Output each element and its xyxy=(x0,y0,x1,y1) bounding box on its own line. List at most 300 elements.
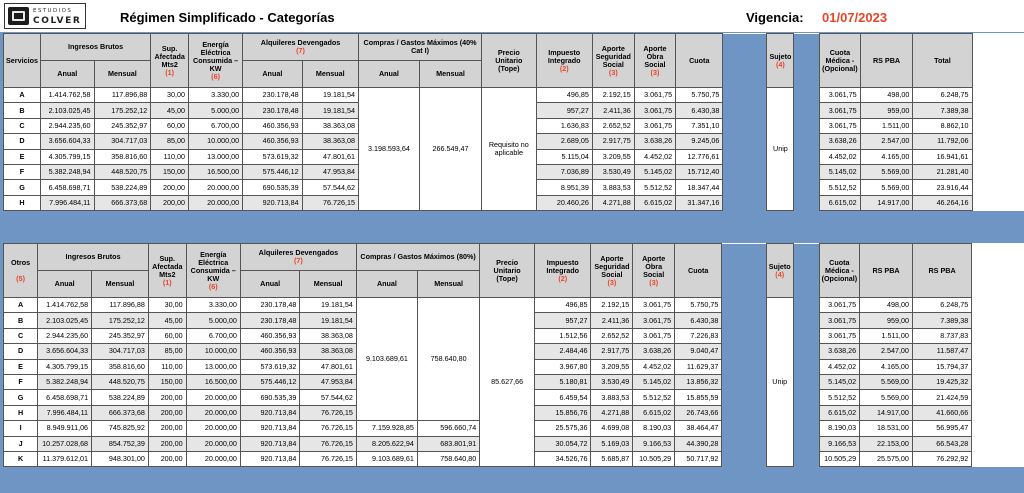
impuesto-cell: 34.526,76 xyxy=(534,451,591,466)
total-cell: 15.794,37 xyxy=(912,359,971,374)
ingresos-mensual-cell: 304.717,03 xyxy=(94,134,151,149)
alquiler-mensual-cell: 47.953,84 xyxy=(300,374,357,389)
alquileres-anual-header xyxy=(240,271,300,298)
alquiler-anual-cell: 920.713,84 xyxy=(240,421,300,436)
sup-cell: 60,00 xyxy=(151,118,189,133)
seguridad-cell: 2.192,15 xyxy=(592,88,634,103)
energia-cell: 13.000,00 xyxy=(189,149,243,164)
ingresos-mensual-cell: 117.896,88 xyxy=(94,88,151,103)
ingresos-anual-cell: 5.382.248,94 xyxy=(38,374,92,389)
total-cell: 7.389,38 xyxy=(913,103,972,118)
alquiler-anual-cell: 920.713,84 xyxy=(243,195,302,210)
alquiler-anual-cell: 230.178,48 xyxy=(240,313,300,328)
ingresos-brutos-header-text: Ingresos Brutos xyxy=(65,252,121,261)
imp-note: (2) xyxy=(558,273,568,283)
cuota-medica-cell: 3.061,75 xyxy=(820,103,861,118)
impuesto-cell: 1.512,56 xyxy=(534,328,591,343)
obra-social-cell: 3.061,75 xyxy=(634,88,675,103)
aporte-obra-social-header-text: Aporte Obra Social xyxy=(642,253,666,279)
energia-cell: 10.000,00 xyxy=(186,344,240,359)
rs-pba-cell: 4.165,00 xyxy=(860,359,913,374)
rs-pba-cell: 14.917,00 xyxy=(860,405,913,420)
total-cell: 23.916,44 xyxy=(913,180,972,195)
impuesto-integrado-header xyxy=(534,244,591,298)
impuesto-cell: 5.180,81 xyxy=(534,374,591,389)
impuesto-integrado-header xyxy=(536,34,592,88)
alq-note: (7) xyxy=(296,46,305,55)
cuota-cell: 5.750,75 xyxy=(676,88,723,103)
cuota-header xyxy=(675,244,722,298)
rs-pba-cell: 14.917,00 xyxy=(860,195,913,210)
otros-header-text: Otros xyxy=(10,257,31,267)
energia-cell: 20.000,00 xyxy=(186,436,240,451)
alquiler-anual-cell: 573.619,32 xyxy=(243,149,302,164)
aporte-seguridad-header-text: Aporte Seguridad Social xyxy=(594,253,630,279)
seguridad-cell: 3.883,53 xyxy=(591,390,633,405)
alquiler-anual-cell: 460.356,93 xyxy=(240,328,300,343)
compras-mensual-cell: 758.640,80 xyxy=(417,451,479,466)
cuota-medica-header-text: Cuota Médica - (Opcional) xyxy=(821,257,858,283)
rs-pba-header-2-text: RS PBA xyxy=(928,265,956,275)
cuota-cell: 12.776,61 xyxy=(676,149,723,164)
rs-pba-cell: 5.569,00 xyxy=(860,374,913,389)
column-gap xyxy=(794,34,820,88)
alquiler-anual-cell: 230.178,48 xyxy=(243,88,302,103)
seg-note: (3) xyxy=(607,277,617,287)
precio-unitario-merged: Requisito no aplicable xyxy=(482,88,536,211)
obra-social-cell: 3.061,75 xyxy=(633,328,675,343)
obra-social-cell: 9.166,53 xyxy=(633,436,675,451)
aporte-obra-social-header xyxy=(634,34,675,88)
categoria-cell: B xyxy=(4,313,38,328)
rs-pba-cell: 1.511,00 xyxy=(860,118,913,133)
ingresos-anual-header-text: Anual xyxy=(54,279,75,288)
ingresos-mensual-header-text: Mensual xyxy=(108,69,137,78)
categoria-cell: B xyxy=(4,103,41,118)
energia-cell: 6.700,00 xyxy=(189,118,243,133)
sup-cell: 45,00 xyxy=(148,313,186,328)
sup-cell: 45,00 xyxy=(151,103,189,118)
ingresos-mensual-cell: 538.224,89 xyxy=(94,180,151,195)
rs-pba-cell: 25.575,00 xyxy=(860,451,913,466)
alquileres-header-text: Alquileres Devengados xyxy=(258,248,339,257)
ingresos-mensual-cell: 245.352,97 xyxy=(94,118,151,133)
energia-cell: 16.500,00 xyxy=(189,164,243,179)
sup-note: (1) xyxy=(165,67,175,77)
impuesto-cell: 7.036,89 xyxy=(536,164,592,179)
rs-pba-cell: 959,00 xyxy=(860,313,913,328)
cuota-medica-header-text: Cuota Médica - (Opcional) xyxy=(822,47,858,73)
ingresos-mensual-cell: 538.224,89 xyxy=(92,390,149,405)
obra-social-cell: 5.512,52 xyxy=(634,180,675,195)
cuota-cell: 11.629,37 xyxy=(675,359,722,374)
obra-social-cell: 3.061,75 xyxy=(634,103,675,118)
impuesto-cell: 2.484,46 xyxy=(534,344,591,359)
compras-header-text: Compras / Gastos Máximos (80%) xyxy=(360,252,476,261)
cuota-header-text: Cuota xyxy=(688,265,709,275)
impuesto-cell: 496,85 xyxy=(534,298,591,313)
alquiler-mensual-cell: 47.801,61 xyxy=(300,359,357,374)
total-cell: 7.389,38 xyxy=(912,313,971,328)
vigencia-date: 01/07/2023 xyxy=(822,10,888,25)
sujeto-header-text: Sujeto xyxy=(769,51,792,61)
seguridad-cell: 2.917,75 xyxy=(592,134,634,149)
cuota-cell: 9.040,47 xyxy=(675,344,722,359)
alquiler-anual-cell: 575.446,12 xyxy=(243,164,302,179)
ingresos-anual-cell: 6.458.698,71 xyxy=(38,390,92,405)
ingresos-mensual-cell: 666.373,68 xyxy=(92,405,149,420)
alquileres-mensual-header xyxy=(302,61,358,88)
ingresos-anual-cell: 11.379.612,01 xyxy=(38,451,92,466)
sujeto-note: (4) xyxy=(776,59,785,69)
energia-header-text: Energía Eléctrica Consumida – KW xyxy=(193,39,239,73)
rs-pba-cell: 22.153,00 xyxy=(860,436,913,451)
ingresos-mensual-cell: 854.752,39 xyxy=(92,436,149,451)
cuota-medica-header xyxy=(820,34,861,88)
sup-cell: 200,00 xyxy=(148,421,186,436)
column-gap xyxy=(722,298,766,467)
ingresos-anual-header xyxy=(40,61,94,88)
impuesto-cell: 6.459,54 xyxy=(534,390,591,405)
cuota-header xyxy=(676,34,723,88)
compras-mensual-header xyxy=(417,271,479,298)
rs-pba-cell: 5.569,00 xyxy=(860,180,913,195)
ingresos-anual-cell: 2.103.025,45 xyxy=(38,313,92,328)
seguridad-cell: 5.685,87 xyxy=(591,451,633,466)
obra-social-cell: 5.512,52 xyxy=(633,390,675,405)
seguridad-cell: 2.652,52 xyxy=(592,118,634,133)
alquiler-anual-cell: 920.713,84 xyxy=(240,436,300,451)
compras-anual-merged: 3.198.593,64 xyxy=(358,88,419,211)
column-gap xyxy=(723,34,767,88)
vigencia-label: Vigencia: xyxy=(746,10,804,25)
alquiler-mensual-cell: 38.363,08 xyxy=(300,344,357,359)
sujeto-note: (4) xyxy=(775,269,785,279)
impuesto-cell: 496,85 xyxy=(536,88,592,103)
cuota-cell: 31.347,16 xyxy=(676,195,723,210)
categoria-cell: H xyxy=(4,195,41,210)
cuota-cell: 15.855,59 xyxy=(675,390,722,405)
rs-pba-cell: 4.165,00 xyxy=(860,149,913,164)
otros-note: (5) xyxy=(16,273,25,283)
alquileres-anual-header-text: Anual xyxy=(262,69,283,78)
alquileres-header xyxy=(243,34,359,61)
seguridad-cell: 3.883,53 xyxy=(592,180,634,195)
alquiler-anual-cell: 575.446,12 xyxy=(240,374,300,389)
obra-social-cell: 6.615,02 xyxy=(633,405,675,420)
impuesto-integrado-header-text: Impuesto Integrado xyxy=(547,47,581,65)
rs-pba-header-text: RS PBA xyxy=(872,55,901,65)
column-gap xyxy=(723,88,767,211)
servicios-header xyxy=(4,34,41,88)
precio-unitario-header xyxy=(482,34,536,88)
alquiler-anual-cell: 230.178,48 xyxy=(243,103,302,118)
sup-afectada-header xyxy=(151,34,189,88)
compras-mensual-header xyxy=(419,61,481,88)
impuesto-cell: 30.054,72 xyxy=(534,436,591,451)
categoria-cell: C xyxy=(4,328,38,343)
rs-pba-cell: 2.547,00 xyxy=(860,344,913,359)
categoria-cell: A xyxy=(4,88,41,103)
cuota-cell: 9.245,06 xyxy=(676,134,723,149)
cuota-medica-cell: 9.166,53 xyxy=(819,436,860,451)
precio-unitario-merged: 85.627,66 xyxy=(480,298,535,467)
ingresos-brutos-header-text: Ingresos Brutos xyxy=(68,42,124,51)
impuesto-cell: 20.460,26 xyxy=(536,195,592,210)
sup-cell: 150,00 xyxy=(151,164,189,179)
ingresos-anual-cell: 3.656.604,33 xyxy=(38,344,92,359)
alquiler-anual-cell: 230.178,48 xyxy=(240,298,300,313)
precio-unitario-header xyxy=(480,244,535,298)
sup-cell: 200,00 xyxy=(148,405,186,420)
alquiler-anual-cell: 573.619,32 xyxy=(240,359,300,374)
total-cell: 76.292,92 xyxy=(912,451,971,466)
seguridad-cell: 2.411,36 xyxy=(591,313,633,328)
alquiler-mensual-cell: 19.181,54 xyxy=(302,103,358,118)
ingresos-mensual-header xyxy=(92,271,149,298)
sup-cell: 200,00 xyxy=(148,436,186,451)
energia-header xyxy=(186,244,240,298)
ingresos-mensual-cell: 175.252,12 xyxy=(94,103,151,118)
ingresos-mensual-cell: 358.816,60 xyxy=(94,149,151,164)
cuota-medica-cell: 5.512,52 xyxy=(820,180,861,195)
obra-social-cell: 5.145,02 xyxy=(633,374,675,389)
obra-social-cell: 8.190,03 xyxy=(633,421,675,436)
column-gap xyxy=(793,298,819,467)
categoria-cell: H xyxy=(4,405,38,420)
total-cell: 16.941,61 xyxy=(913,149,972,164)
rs-pba-header xyxy=(860,244,913,298)
alquiler-mensual-cell: 76.726,15 xyxy=(300,436,357,451)
categoria-cell: F xyxy=(4,374,38,389)
alquileres-anual-header-text: Anual xyxy=(260,279,281,288)
cuota-cell: 13.856,32 xyxy=(675,374,722,389)
seguridad-cell: 3.530,49 xyxy=(591,374,633,389)
impuesto-integrado-header-text: Impuesto Integrado xyxy=(546,257,580,275)
compras-anual-header xyxy=(358,61,419,88)
seguridad-cell: 3.530,49 xyxy=(592,164,634,179)
obra-note: (3) xyxy=(649,277,659,287)
cuota-medica-cell: 10.505,29 xyxy=(819,451,860,466)
energia-note: (6) xyxy=(211,71,220,81)
obra-social-cell: 3.638,26 xyxy=(634,134,675,149)
cuota-medica-cell: 4.452,02 xyxy=(820,149,861,164)
ingresos-mensual-cell: 448.520,75 xyxy=(92,374,149,389)
ingresos-anual-cell: 1.414.762,58 xyxy=(38,298,92,313)
rs-pba-header xyxy=(860,34,913,88)
energia-cell: 20.000,00 xyxy=(189,195,243,210)
compras-mensual-cell: 596.660,74 xyxy=(417,421,479,436)
seguridad-cell: 2.652,52 xyxy=(591,328,633,343)
ingresos-mensual-cell: 666.373,68 xyxy=(94,195,151,210)
sup-cell: 110,00 xyxy=(148,359,186,374)
cuota-medica-cell: 3.061,75 xyxy=(819,313,860,328)
sujeto-header xyxy=(766,244,793,298)
sup-cell: 150,00 xyxy=(148,374,186,389)
alq-note: (7) xyxy=(293,256,303,265)
logo-text-bottom: COLVER xyxy=(33,16,82,26)
energia-cell: 20.000,00 xyxy=(186,390,240,405)
cuota-medica-cell: 3.061,75 xyxy=(819,328,860,343)
alquiler-mensual-cell: 38.363,08 xyxy=(302,134,358,149)
impuesto-cell: 3.967,80 xyxy=(534,359,591,374)
aporte-seguridad-header xyxy=(591,244,633,298)
energia-cell: 6.700,00 xyxy=(186,328,240,343)
sup-cell: 200,00 xyxy=(151,195,189,210)
obra-social-cell: 3.638,26 xyxy=(633,344,675,359)
column-gap xyxy=(793,244,819,298)
alquiler-mensual-cell: 76.726,15 xyxy=(300,421,357,436)
total-header-text: Total xyxy=(934,55,951,65)
header xyxy=(0,0,1024,32)
alquiler-mensual-cell: 47.801,61 xyxy=(302,149,358,164)
categoria-cell: D xyxy=(4,134,41,149)
sup-afectada-header-text: Sup. Afectada Mts2 xyxy=(152,253,183,279)
seguridad-cell: 4.699,08 xyxy=(591,421,633,436)
ingresos-mensual-header-text: Mensual xyxy=(105,279,135,288)
table-row xyxy=(4,88,1024,103)
aporte-seguridad-header-text: Aporte Seguridad Social xyxy=(595,43,631,69)
cuota-cell: 18.347,44 xyxy=(676,180,723,195)
servicios-header-text: Servicios xyxy=(6,55,38,65)
rs-pba-header-text: RS PBA xyxy=(872,265,900,275)
sup-afectada-header xyxy=(148,244,186,298)
obra-social-cell: 6.615,02 xyxy=(634,195,675,210)
compras-mensual-merged: 266.549,47 xyxy=(419,88,481,211)
column-gap xyxy=(722,244,766,298)
cuota-cell: 6.430,38 xyxy=(676,103,723,118)
compras-anual-merged: 9.103.689,61 xyxy=(356,298,417,421)
ingresos-mensual-header xyxy=(94,61,151,88)
cuota-medica-cell: 3.061,75 xyxy=(820,118,861,133)
rs-pba-cell: 18.531,00 xyxy=(860,421,913,436)
seguridad-cell: 4.271,88 xyxy=(591,405,633,420)
alquiler-mensual-cell: 38.363,08 xyxy=(300,328,357,343)
cuota-medica-cell: 5.145,02 xyxy=(820,164,861,179)
ingresos-anual-cell: 6.458.698,71 xyxy=(40,180,94,195)
ingresos-anual-cell: 10.257.028,68 xyxy=(38,436,92,451)
categoria-cell: G xyxy=(4,390,38,405)
ingresos-anual-cell: 8.949.911,06 xyxy=(38,421,92,436)
total-cell: 19.425,32 xyxy=(912,374,971,389)
ingresos-anual-header xyxy=(38,271,92,298)
rs-pba-cell: 498,00 xyxy=(860,298,913,313)
servicios-table xyxy=(3,33,1024,211)
compras-header xyxy=(356,244,479,271)
logo-mark-icon xyxy=(8,7,29,25)
energia-header-text: Energía Eléctrica Consumida – KW xyxy=(190,249,236,283)
sup-note: (1) xyxy=(162,277,172,287)
compras-mensual-header-text: Mensual xyxy=(434,279,463,288)
sup-cell: 85,00 xyxy=(151,134,189,149)
cuota-medica-header xyxy=(819,244,860,298)
aporte-obra-social-header-text: Aporte Obra Social xyxy=(643,43,667,69)
seguridad-cell: 2.917,75 xyxy=(591,344,633,359)
alquileres-anual-header xyxy=(243,61,302,88)
cuota-cell: 7.226,83 xyxy=(675,328,722,343)
alquiler-mensual-cell: 76.726,15 xyxy=(300,405,357,420)
cuota-cell: 44.390,28 xyxy=(675,436,722,451)
ingresos-mensual-cell: 745.825,92 xyxy=(92,421,149,436)
rs-pba-cell: 959,00 xyxy=(860,103,913,118)
total-cell: 21.424,59 xyxy=(912,390,971,405)
cuota-cell: 50.717,92 xyxy=(675,451,722,466)
energia-cell: 20.000,00 xyxy=(186,405,240,420)
seg-note: (3) xyxy=(608,67,618,77)
compras-anual-cell: 8.205.622,94 xyxy=(356,436,417,451)
energia-cell: 5.000,00 xyxy=(186,313,240,328)
ingresos-mensual-cell: 245.352,97 xyxy=(92,328,149,343)
rs-pba-cell: 498,00 xyxy=(860,88,913,103)
cuota-medica-cell: 5.512,52 xyxy=(819,390,860,405)
alquileres-header-text: Alquileres Devengados xyxy=(260,38,341,47)
ingresos-anual-cell: 7.996.484,11 xyxy=(38,405,92,420)
ingresos-mensual-cell: 948.301,00 xyxy=(92,451,149,466)
energia-cell: 20.000,00 xyxy=(186,451,240,466)
cuota-cell: 26.743,66 xyxy=(675,405,722,420)
ingresos-mensual-cell: 448.520,75 xyxy=(94,164,151,179)
alquiler-mensual-cell: 38.363,08 xyxy=(302,118,358,133)
alquiler-anual-cell: 460.356,93 xyxy=(243,134,302,149)
obra-social-cell: 5.145,02 xyxy=(634,164,675,179)
energia-cell: 13.000,00 xyxy=(186,359,240,374)
alquileres-header xyxy=(240,244,356,271)
total-cell: 8.737,83 xyxy=(912,328,971,343)
rs-pba-header-2 xyxy=(912,244,971,298)
alquiler-mensual-cell: 47.953,84 xyxy=(302,164,358,179)
total-cell: 56.995,47 xyxy=(912,421,971,436)
obra-social-cell: 10.505,29 xyxy=(633,451,675,466)
total-cell: 6.248,75 xyxy=(912,298,971,313)
imp-note: (2) xyxy=(559,63,569,73)
energia-cell: 3.330,00 xyxy=(189,88,243,103)
obra-social-cell: 4.452,02 xyxy=(633,359,675,374)
rs-pba-cell: 2.547,00 xyxy=(860,134,913,149)
sup-cell: 200,00 xyxy=(148,390,186,405)
compras-header-text: Compras / Gastos Máximos (40% Cat I) xyxy=(363,38,477,55)
seguridad-cell: 5.169,03 xyxy=(591,436,633,451)
obra-social-cell: 3.061,75 xyxy=(633,313,675,328)
obra-social-cell: 3.061,75 xyxy=(633,298,675,313)
rs-pba-cell: 5.569,00 xyxy=(860,390,913,405)
energia-note: (6) xyxy=(208,281,218,291)
obra-social-cell: 3.061,75 xyxy=(634,118,675,133)
energia-header xyxy=(189,34,243,88)
alquiler-anual-cell: 690.535,39 xyxy=(240,390,300,405)
rs-pba-cell: 5.569,00 xyxy=(860,164,913,179)
sup-cell: 60,00 xyxy=(148,328,186,343)
alquiler-anual-cell: 460.356,93 xyxy=(240,344,300,359)
column-gap xyxy=(794,88,820,211)
alquiler-anual-cell: 920.713,84 xyxy=(240,405,300,420)
aporte-seguridad-header xyxy=(592,34,634,88)
cuota-medica-cell: 5.145,02 xyxy=(819,374,860,389)
page-title: Régimen Simplificado - Categorías xyxy=(120,10,335,25)
sujeto-header-text: Sujeto xyxy=(768,261,791,271)
ingresos-anual-cell: 4.305.799,15 xyxy=(40,149,94,164)
compras-anual-cell: 7.159.928,85 xyxy=(356,421,417,436)
categoria-cell: E xyxy=(4,359,38,374)
precio-unitario-header-text: Precio Unitario (Tope) xyxy=(493,257,521,283)
cuota-cell: 38.464,47 xyxy=(675,421,722,436)
impuesto-cell: 957,27 xyxy=(536,103,592,118)
ingresos-anual-cell: 1.414.762,58 xyxy=(40,88,94,103)
impuesto-cell: 5.115,04 xyxy=(536,149,592,164)
alquiler-mensual-cell: 57.544,62 xyxy=(300,390,357,405)
alquileres-mensual-header-text: Mensual xyxy=(315,69,345,78)
compras-anual-header xyxy=(356,271,417,298)
compras-mensual-merged: 758.640,80 xyxy=(417,298,479,421)
